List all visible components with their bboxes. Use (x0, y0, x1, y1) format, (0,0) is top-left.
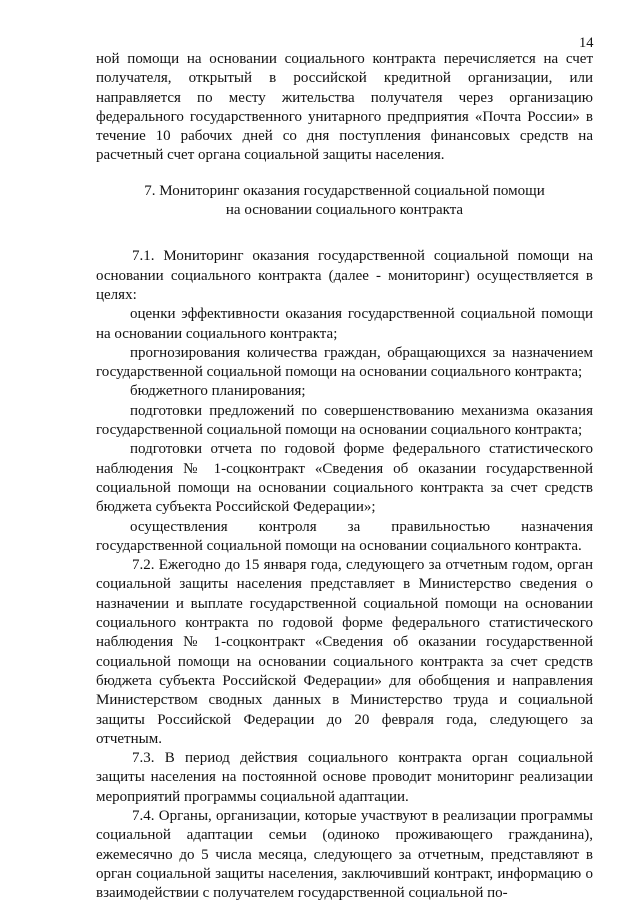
goal-item: бюджетного планирования; (130, 383, 306, 400)
paragraph-7-2: 7.2. Ежегодно до 15 января года, следующего за отчетным годом, орган социальной защиты населения представляет в Министерство сведения о назначении и выплате государственной социальной помощи на основании социального контракта по годовой форме федерального статистического наблюдения № 1-соцконтракт «Сведения об оказании государственной социальной помощи на основании социального контракта за счет средств бюджета субъекта Российской Федерации» для обобщения и направления Министерством сводных данных в Министерство труда и социальной защиты Российской Федерации до 20 февраля года, следующего за отчетным. (96, 557, 593, 747)
goal-item: прогнозирования количества граждан, обращающихся за назначением государственной социальной помощи на основании социального контракта; (96, 344, 593, 381)
goal-item: оценки эффективности оказания государственной социальной помощи на основании социального контракта; (96, 306, 593, 342)
document-body (96, 50, 593, 903)
paragraph-continuation: ной помощи на основании социального контракта перечисляется на счет получателя, открытый в российской кредитной организации, или направляется по месту жительства получателя через организацию федерального государственного унитарного предприятия «Почта России» в течение 10 рабочих дней со дня поступления финансовых средств на расчетный счет органа социальной защиты населения. (96, 51, 593, 164)
section-title-line-2: на основании социального контракта (225, 202, 464, 219)
goal-item: осуществления контроля за правильностью назначения государственной социальной помощи на основании социального контракта. (96, 518, 593, 554)
paragraph-7-1: 7.1. Мониторинг оказания государственной социальной помощи на основании социального контракта (далее - мониторинг) осуществляется в целях: (96, 248, 593, 303)
goal-item: подготовки отчета по годовой форме федерального статистического наблюдения № 1-соцконтракт «Сведения об оказании государственной социальной помощи на основании социального контракта за счет средств бюджета субъекта Российской Федерации»; (96, 441, 593, 516)
goal-item: подготовки предложений по совершенствованию механизма оказания государственной социальной помощи на основании социального контракта; (96, 402, 593, 439)
paragraph-7-3: 7.3. В период действия социального контракта орган социальной защиты населения на постоянной основе проводит мониторинг реализации мероприятий программы социальной адаптации. (96, 750, 593, 805)
page-number: 14 (579, 35, 594, 51)
section-title-line-1: 7. Мониторинг оказания государственной социальной помощи (144, 182, 545, 199)
paragraph-7-4: 7.4. Органы, организации, которые участвуют в реализации программы социальной адаптации семьи (одиноко проживающего гражданина), ежемесячно до 5 числа месяца, следующего за отчетным, представляют в орган социальной защиты населения, заключивший контракт, информацию о взаимодействии с получателем государственной социальной по- (96, 807, 593, 902)
section-heading (96, 182, 593, 221)
